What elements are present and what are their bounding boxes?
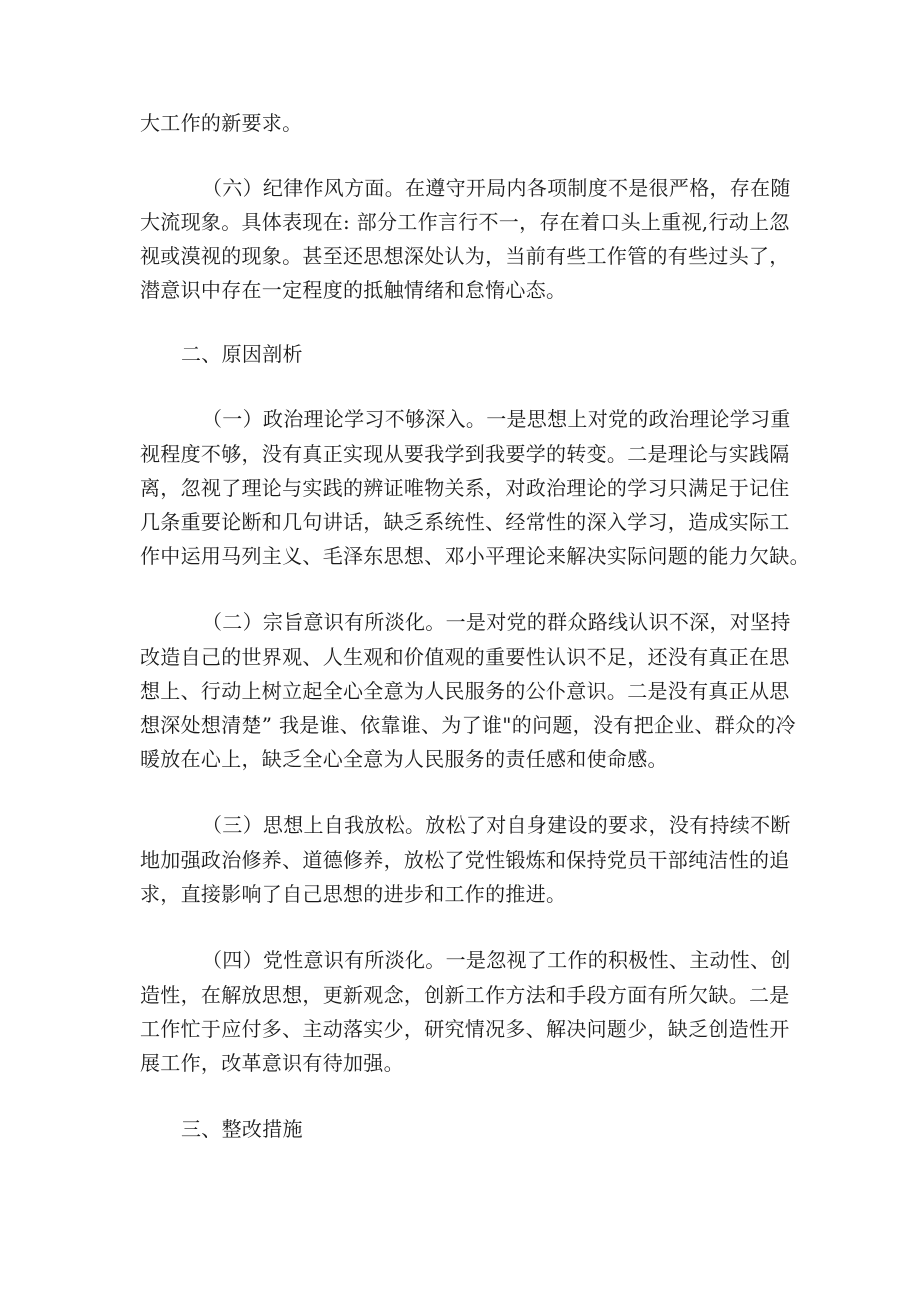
text-line: 求，直接影响了自己思想的进步和工作的推进。: [140, 882, 567, 906]
text-line: 地加强政治修养、道德修养，放松了党性锻炼和保持党员干部纯洁性的追: [140, 848, 790, 872]
text-line: 造性，在解放思想，更新观念，创新工作方法和手段方面有所欠缺。二是: [140, 983, 790, 1007]
paragraph-3-heading-line: （三）思想上自我放松。放松了对自身建设的要求，没有持续不断: [202, 813, 791, 837]
text-line: 视程度不够，没有真正实现从要我学到我要学的转变。二是理论与实践隔: [140, 442, 790, 466]
section-heading-rectification-measures: 三、整改措施: [181, 1117, 303, 1141]
text-line: 离，忽视了理论与实践的辨证唯物关系，对政治理论的学习只满足于记住: [140, 476, 790, 500]
text-line: 展工作，改革意识有待加强。: [140, 1051, 404, 1075]
paragraph-1-heading-line: （一）政治理论学习不够深入。一是思想上对党的政治理论学习重: [202, 407, 791, 431]
text-line: 改造自己的世界观、人生观和价值观的重要性认识不足，还没有真正在思: [140, 645, 790, 669]
text-line: 几条重要论断和几句讲话，缺乏系统性、经常性的深入学习，造成实际工: [140, 510, 790, 534]
text-line: 想上、行动上树立起全心全意为人民服务的公仆意识。二是没有真正从思: [140, 679, 790, 703]
text-line: 想深处想清楚” 我是谁、依靠谁、为了谁"的问题，没有把企业、群众的冷: [140, 713, 796, 737]
section-heading-cause-analysis: 二、原因剖析: [181, 342, 303, 366]
text-line: 工作忙于应付多、主动落实少，研究情况多、解决问题少，缺乏创造性开: [140, 1017, 790, 1041]
paragraph-6-heading-line: （六）纪律作风方面。在遵守开局内各项制度不是很严格，存在随: [202, 176, 791, 200]
text-line: 潜意识中存在一定程度的抵触情绪和怠惰心态。: [140, 278, 567, 302]
text-line: 作中运用马列主义、毛泽东思想、邓小平理论来解决实际问题的能力欠缺。: [140, 544, 810, 568]
text-line: 暖放在心上，缺乏全心全意为人民服务的责任感和使命感。: [140, 747, 668, 771]
text-line: 大流现象。具体表现在: 部分工作言行不一，存在着口头上重视,行动上忽: [140, 210, 790, 234]
text-line: 大工作的新要求。: [140, 111, 303, 135]
paragraph-4-heading-line: （四）党性意识有所淡化。一是忽视了工作的积极性、主动性、创: [202, 948, 791, 972]
paragraph-2-heading-line: （二）宗旨意识有所淡化。一是对党的群众路线认识不深，对坚持: [202, 610, 791, 634]
text-line: 视或漠视的现象。甚至还思想深处认为，当前有些工作管的有些过头了，: [140, 244, 790, 268]
